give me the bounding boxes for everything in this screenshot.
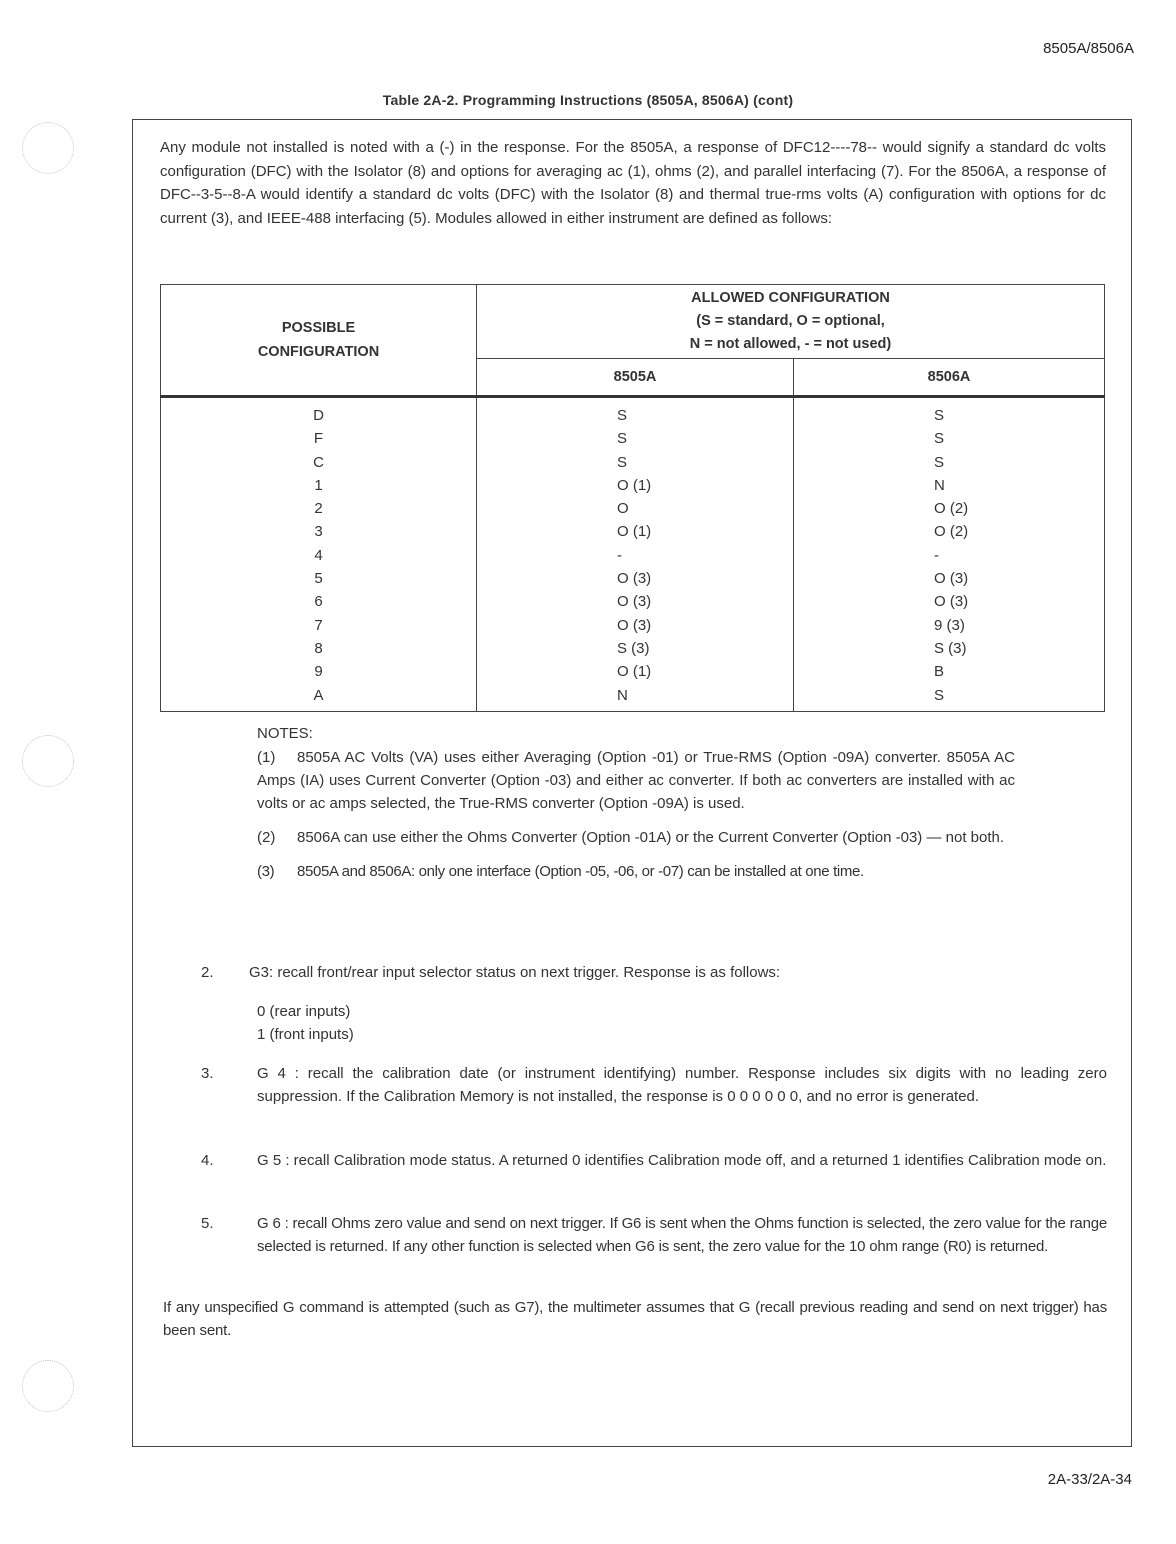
8505a-cell: S — [617, 430, 628, 448]
8506a-cell: - — [934, 546, 939, 564]
table-title-text: Table 2A-2. Programming Instructions (8505A, 8506A) (cont) — [382, 92, 794, 108]
config-cell: 5 — [314, 570, 323, 588]
closing-text: If any unspecified G command is attempted (such as G7), the multimeter assumes that G (recall previous reading and send on next trigger) has been sent. — [163, 1299, 1107, 1339]
header-allowed-configuration — [477, 285, 1105, 359]
step-text: G3: recall front/rear input selector status on next trigger. Response is as follows: — [249, 964, 781, 981]
header-allowed-line3: N = not allowed, - = not used) — [689, 336, 892, 352]
note-1 — [257, 746, 1015, 815]
step-number: 4. — [201, 1152, 214, 1169]
8506a-cell: S — [934, 430, 945, 448]
8506a-cell: O (2) — [934, 523, 969, 541]
8506a-cell: S — [934, 686, 945, 704]
header-8505a: 8505A — [477, 359, 794, 397]
config-cell: 4 — [314, 546, 323, 564]
config-cell: 6 — [314, 593, 323, 611]
8505a-cell: S — [617, 453, 628, 471]
step-text: G 5 : recall Calibration mode status. A returned 0 identifies Calibration mode off, and a returned 1 identifies Calibration mode on. — [257, 1152, 1107, 1169]
8505a-cell: N — [617, 686, 628, 704]
config-column — [161, 397, 477, 712]
table-body-row — [161, 397, 1105, 712]
punch-hole-mark — [22, 122, 74, 174]
8506a-cell: O (3) — [934, 570, 969, 588]
note-marker: (2) — [257, 829, 276, 846]
closing-paragraph — [163, 1296, 1107, 1342]
config-cell: F — [313, 430, 324, 448]
8506a-cell: N — [934, 476, 945, 494]
table-title — [0, 92, 1176, 108]
step-2 — [201, 962, 1111, 1052]
8506a-cell: S (3) — [934, 639, 967, 657]
config-cell: 2 — [314, 500, 323, 518]
header-allowed-line2: (S = standard, O = optional, — [696, 313, 885, 329]
step-text: G 6 : recall Ohms zero value and send on next trigger. If G6 is sent when the Ohms function is selected, the zero value for the range selected is returned. If any other function is selected when G6 is sent, the zero value for the 10 ohm range (R0) is returned. — [257, 1215, 1107, 1255]
notes-title: NOTES: — [257, 725, 313, 742]
8505a-cell: O — [617, 500, 629, 518]
page-number: 2A-33/2A-34 — [1047, 1471, 1132, 1488]
header-possible-configuration — [161, 285, 477, 397]
8506a-cell: S — [934, 453, 945, 471]
8506a-cell: O (3) — [934, 593, 969, 611]
note-marker: (3) — [257, 863, 275, 880]
8505a-cell: O (3) — [617, 616, 652, 634]
note-text: 8506A can use either the Ohms Converter (Option -01A) or the Current Converter (Option -03) — not both. — [297, 829, 1005, 846]
config-cell: 8 — [314, 639, 323, 657]
config-cell: 7 — [314, 616, 323, 634]
document-model-header: 8505A/8506A — [1043, 40, 1134, 57]
header-possible-line1: POSSIBLE — [281, 320, 356, 336]
step-5 — [201, 1213, 1111, 1283]
response-rear-inputs: 0 (rear inputs) — [257, 1003, 351, 1020]
step-number: 2. — [201, 964, 214, 981]
note-2 — [257, 826, 1015, 849]
note-text: 8505A AC Volts (VA) uses either Averaging (Option -01) or True-RMS (Option -09A) converter. 8505A AC Amps (IA) uses Current Converter (Option -03) and either ac converter. If both ac converters are installed with ac volts or ac amps selected, the True-RMS converter (Option -09A) is used. — [257, 749, 1015, 812]
step-number: 3. — [201, 1065, 214, 1082]
config-cell: 3 — [314, 523, 323, 541]
step-3 — [201, 1063, 1111, 1133]
config-cell: A — [313, 686, 324, 704]
config-cell: D — [313, 407, 324, 424]
punch-hole-mark — [22, 1360, 74, 1412]
step-number: 5. — [201, 1215, 214, 1232]
header-allowed-line1: ALLOWED CONFIGURATION — [691, 290, 890, 306]
header-possible-line2: CONFIGURATION — [257, 344, 380, 360]
configuration-table — [160, 284, 1105, 712]
8506a-cell: O (2) — [934, 500, 969, 518]
8505a-column — [477, 397, 794, 712]
step-4 — [201, 1150, 1111, 1200]
8505a-cell: O (1) — [617, 663, 652, 681]
8505a-cell: S (3) — [617, 639, 650, 657]
step-text: G 4 : recall the calibration date (or instrument identifying) number. Response includes six digits with no leading zero suppression. If the Calibration Memory is not installed, the response is 0 0 0 0 0 0, and no error is generated. — [257, 1065, 1107, 1105]
8506a-column — [794, 397, 1105, 712]
note-marker: (1) — [257, 749, 276, 766]
8505a-cell: O (3) — [617, 593, 652, 611]
intro-text: Any module not installed is noted with a (-) in the response. For the 8505A, a response of DFC12----78-- would signify a standard dc volts configuration (DFC) with the Isolator (8) and options for averaging ac (1), ohms (2), and parallel interfacing (7). For the 8506A, a response of DFC--3-5--8-A would identify a standard dc volts (DFC) with the Isolator (8) and thermal true-rms volts (A) configuration with options for dc current (3), and IEEE-488 interfacing (5). Modules allowed in either instrument are defined as follows: — [160, 139, 1106, 227]
intro-paragraph — [160, 136, 1106, 230]
config-cell: C — [313, 453, 324, 471]
note-3 — [257, 860, 1015, 883]
notes-section — [257, 722, 1015, 894]
config-cell: 1 — [314, 476, 323, 494]
8506a-cell: 9 (3) — [934, 616, 965, 634]
8506a-cell: S — [934, 407, 945, 424]
8505a-cell: O (1) — [617, 523, 652, 541]
8505a-cell: S — [617, 407, 628, 424]
punch-hole-mark — [22, 735, 74, 787]
8506a-cell: B — [934, 663, 945, 681]
8505a-cell: O (3) — [617, 570, 652, 588]
8505a-cell: - — [617, 546, 622, 564]
header-8506a: 8506A — [794, 359, 1105, 397]
response-front-inputs: 1 (front inputs) — [257, 1026, 354, 1043]
8505a-cell: O (1) — [617, 476, 652, 494]
config-cell: 9 — [314, 663, 323, 681]
note-text: 8505A and 8506A: only one interface (Option -05, -06, or -07) can be installed at one time. — [297, 863, 864, 880]
